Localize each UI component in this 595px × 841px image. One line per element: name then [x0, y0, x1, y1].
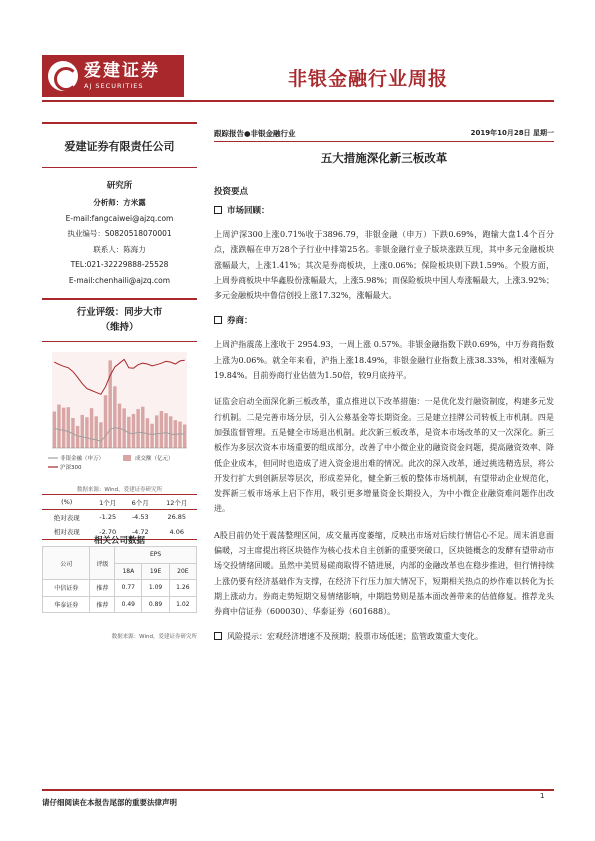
contact-name: 联系人：陈海力	[93, 244, 146, 254]
risk-warning	[214, 631, 554, 642]
chart-bar	[67, 407, 70, 448]
peers-header-rating: 评级	[90, 547, 115, 580]
chart-bar	[81, 415, 84, 448]
chart-bar	[99, 422, 102, 448]
chart-bar	[150, 424, 153, 448]
peers-source-note: 数据来源：Wind，爱建证券研究所	[111, 634, 197, 640]
company-logo	[42, 55, 184, 97]
peers-cell: 推荐	[90, 596, 115, 613]
checkbox-square-icon	[214, 206, 222, 214]
chart-bar	[85, 417, 88, 448]
peers-header-company: 公司	[43, 547, 90, 580]
chart-bar	[183, 424, 186, 448]
company-name: 爱建证券有限责任公司	[42, 122, 197, 168]
page-number: 1	[540, 792, 545, 800]
peers-cell: 推荐	[90, 580, 115, 597]
industry-rating	[42, 298, 197, 342]
perf-cell: -2.70	[91, 525, 124, 540]
checkbox-square-icon	[214, 632, 222, 640]
chart-bar	[62, 408, 65, 448]
perf-cell: 4.06	[157, 525, 197, 540]
peers-table	[42, 546, 197, 613]
chart-bar	[113, 386, 116, 448]
peers-cell: 1.26	[169, 580, 196, 597]
rating-line2: （维持）	[100, 322, 139, 333]
rating-line1: 行业评级：同步大市	[76, 307, 163, 318]
main-content	[214, 185, 554, 653]
peers-year-cell: 18A	[115, 563, 142, 580]
legend-label: 非银金融（申万）	[60, 456, 105, 462]
table-row	[43, 580, 197, 597]
market-chart	[42, 348, 197, 480]
peers-cell: 0.77	[115, 580, 142, 597]
perf-cell: 26.85	[167, 513, 187, 522]
perf-header-cell: 1个月	[91, 495, 124, 510]
content-divider	[214, 141, 554, 142]
chart-bar	[104, 395, 107, 448]
footer-divider	[42, 789, 554, 791]
logo-en-text: AJ SECURITIES	[84, 82, 144, 90]
perf-cell: 绝对表现	[53, 513, 80, 522]
chart-bar	[94, 416, 97, 448]
peers-title: 相关公司数据	[93, 536, 145, 546]
peers-year-cell: 20E	[169, 563, 196, 580]
chart-bar	[169, 416, 172, 448]
perf-cell: -1.25	[99, 513, 117, 522]
bullet-label: 市场回顾：	[227, 206, 270, 216]
contact-tel: TEL:021-32229888-25528	[70, 260, 169, 269]
perf-cell: -4.72	[124, 525, 157, 540]
reform-paragraph: 证监会启动全面深化新三板改革，重点推进以下改革措施：一是优化发行融资制度，构建多元发行机制。二是完善市场分层，引入公募基金等长期资金。三是建立挂牌公司转板上市机制。四是加强监督管理。五是健全市场退出机制。此次新三板改革，是资本市场改革的又一次深化。新三板作为多层次资本市场重要的组成部分，改善了中小微企业的融资资金问题，提高融资效率、降低企业成本，但同时也造成了进入资金退出难的情况。此次的深入改革，通过挑选精选层，将公开发行扩大到创新层等层次，形成差异化，健全新三板的整体市场机制，有望带动企业规范化，发挥新三板市场承上启下作用，吸引更多增量资金长期投入，为中小微企业融资难问题作出改进。	[214, 397, 554, 514]
license-number: 执业编号：S0820518070001	[67, 229, 172, 238]
peers-cell: 1.02	[169, 596, 196, 613]
market-chart-svg	[42, 348, 197, 480]
legend-label: 成交额（亿元）	[135, 456, 174, 462]
left-sidebar	[42, 122, 197, 342]
perf-header-cell: (%)	[42, 495, 91, 510]
perf-cell: 相对表现	[42, 525, 91, 540]
report-date: 2019年10月28日 星期一	[470, 129, 554, 137]
report-breadcrumb: 跟踪报告●非银金融行业	[214, 129, 296, 138]
chart-bar	[57, 405, 60, 448]
summary-heading: 投资要点	[214, 187, 249, 197]
peers-cell: 中信证券	[43, 580, 90, 597]
table-row	[43, 596, 197, 613]
peers-cell: 华泰证券	[43, 596, 90, 613]
institute-label: 研究所	[106, 181, 133, 191]
chart-bar	[90, 408, 93, 448]
chart-bar	[53, 412, 56, 448]
peers-year-cell: 19E	[142, 563, 169, 580]
table-row	[42, 510, 197, 525]
chart-bar	[160, 411, 163, 448]
peers-header-eps: EPS	[115, 547, 197, 564]
peers-cell: 0.49	[115, 596, 142, 613]
logo-cn-text: 爱建证券	[84, 61, 160, 81]
contact-email[interactable]: E-mail:chenhaili@ajzq.com	[68, 275, 171, 285]
analyst-name: 分析师：方米露	[93, 198, 146, 207]
peers-cell: 1.09	[142, 580, 169, 597]
market-review-paragraph: 上周沪深300上涨0.71%收于3896.79，非银金融（申万）下跌0.69%，跑输大盘1.4个百分点，涨跌幅在申万28个子行业中排第25名。非银金融行业子版块涨跌互现，其中多元金融板块涨幅最大，上涨1.41%；其次是券商板块，上涨0.06%；保险板块则下跌1.59%。个股方面，上周券商板块中华鑫股份涨幅最大，上涨5.98%；而保险板块中国人寿涨幅最大，上涨3.92%；多元金融板块中鲁信创投上涨17.32%，涨幅最大。	[214, 230, 554, 301]
chart-bar	[164, 413, 167, 448]
analyst-email[interactable]: E-mail:fangcaiwei@ajzq.com	[65, 213, 174, 223]
perf-header-cell: 6个月	[124, 495, 157, 510]
page-title: 五大措施深化新三板改革	[320, 151, 448, 165]
perf-cell: -4.53	[131, 513, 149, 522]
footer-disclaimer[interactable]: 请仔细阅读在本报告尾部的重要法律声明	[42, 798, 177, 807]
outlook-paragraph: A股目前仍处于震荡整理区间，成交量再度萎缩，反映出市场对后续行情信心不足。周末消息面偏暖，习主席提出将区块链作为核心技术自主创新的重要突破口，区块链概念的发酵有望带动市场交投情绪回暖。虽然中美贸易磋商取得不错进展，内部的金融改革也在稳步推进，但行情持续上涨仍要有经济基础作为支撑，在经济下行压力加大情况下，短期相关热点的炒作难以转化为长期上涨动力。券商走势短期交易情绪影响，中期趋势则是基本面改善带来的估值修复。推荐龙头券商中信证券（600030）、华泰证券（601688）。	[214, 530, 554, 617]
chart-bar	[122, 408, 125, 448]
perf-header-cell: 12个月	[157, 495, 197, 510]
logo-emblem-icon	[48, 61, 78, 91]
chart-bar	[76, 426, 79, 448]
report-title: 非银金融行业周报	[288, 68, 449, 90]
brokers-paragraph: 上周沪指震荡上涨收于 2954.93，一周上涨 0.57%。非银金融指数下跌0.69%，中万券商指数上涨为0.06%。就全年来看，沪指上涨18.49%，非银金融行业指数上涨38.33%，相对涨幅为19.84%。目前券商行业估值为1.50倍，较9月底持平。	[214, 340, 554, 381]
chart-source-note: 数据来源：Wind，爱建证券研究所	[76, 487, 163, 493]
risk-text: 风险提示：宏观经济增速不及预期；股票市场低迷；监管政策重大变化。	[227, 631, 483, 641]
brokers-heading	[214, 314, 554, 326]
chart-bar	[118, 404, 121, 448]
chart-bar	[178, 422, 181, 448]
chart-bar	[136, 409, 139, 448]
header-divider	[42, 100, 554, 102]
chart-bar	[155, 415, 158, 448]
chart-bar	[141, 407, 144, 448]
bullet-label: 券商：	[227, 316, 253, 327]
legend-swatch	[123, 455, 131, 461]
checkbox-square-icon	[214, 316, 222, 324]
market-review-heading	[214, 204, 554, 216]
peers-cell: 0.89	[142, 596, 169, 613]
chart-bar	[132, 414, 135, 448]
legend-label: 沪深300	[60, 465, 82, 471]
